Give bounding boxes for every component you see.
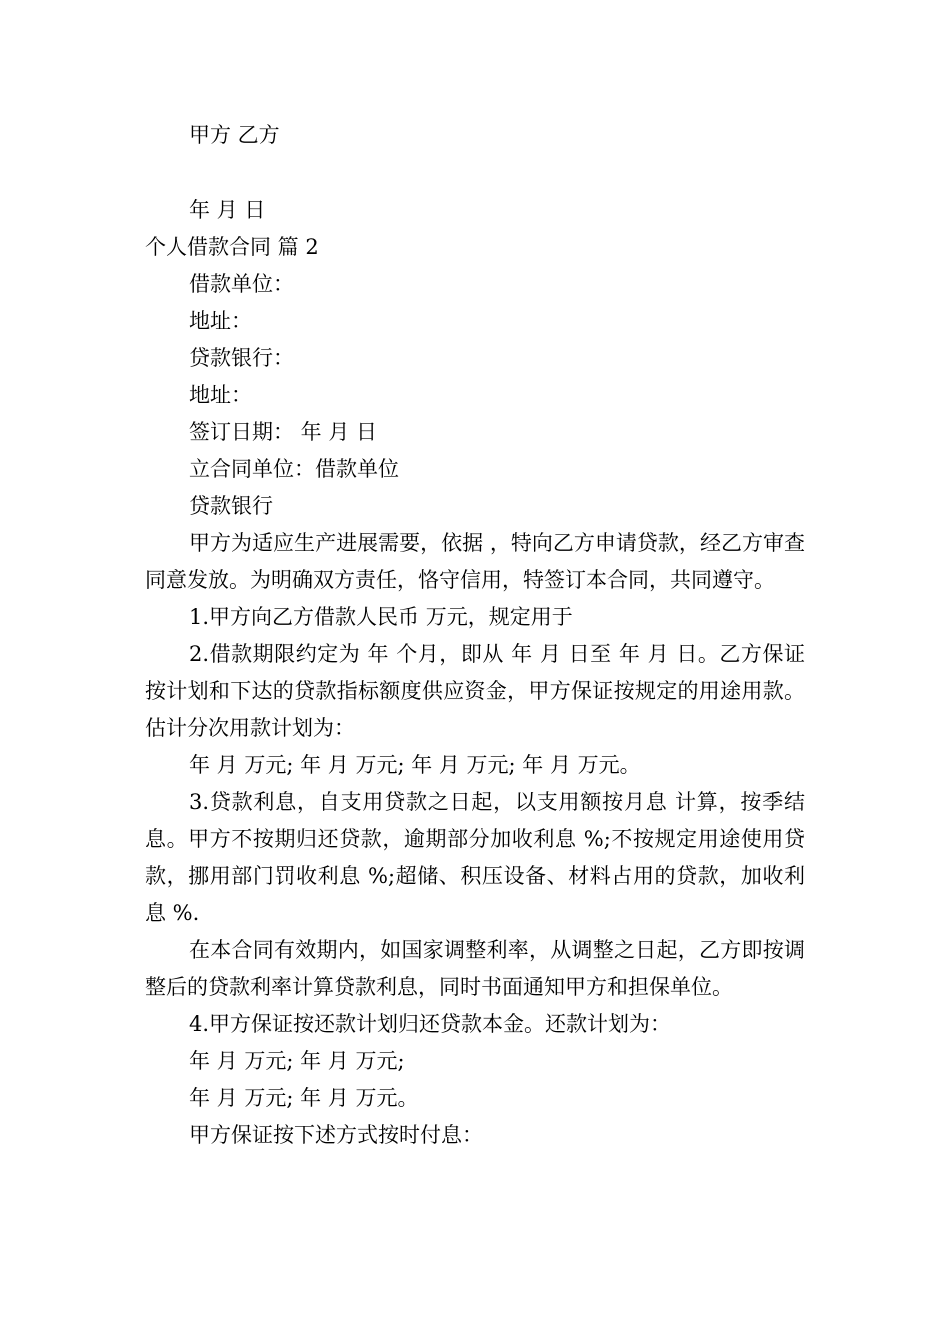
party-signature-line: 甲方 乙方 [189, 123, 280, 147]
lender-bank-field: 贷款银行： [189, 346, 294, 370]
rate-adjustment-paragraph: 在本合同有效期内，如国家调整利率，从调整之日起，乙方即按调整后的贷款利率计算贷款利息，同时书面通知甲方和担保单位。 [145, 938, 805, 999]
section-title: 个人借款合同 篇 2 [145, 235, 319, 259]
borrower-address-field: 地址： [189, 309, 252, 333]
clause-1: 1.甲方向乙方借款人民币 万元，规定用于 [189, 605, 573, 629]
preamble-paragraph: 甲方为适应生产进展需要，依据 ，特向乙方申请贷款，经乙方审查同意发放。为明确双方责任，恪守信用，特签订本合同，共同遵守。 [145, 531, 805, 592]
lender-address-field: 地址： [189, 383, 252, 407]
date-line: 年 月 日 [189, 198, 266, 222]
interest-payment-paragraph: 甲方保证按下述方式按时付息： [189, 1123, 483, 1147]
spacer [145, 154, 805, 192]
contracting-parties-bank: 贷款银行 [189, 494, 273, 518]
clause-4: 4.甲方保证按还款计划归还贷款本金。还款计划为： [189, 1012, 672, 1036]
document-body [145, 117, 805, 1154]
signing-date-field: 签订日期： 年 月 日 [189, 420, 378, 444]
repayment-schedule-1: 年 月 万元; 年 月 万元; [189, 1049, 405, 1073]
borrower-field: 借款单位： [189, 272, 294, 296]
clause-2: 2.借款期限约定为 年 个月，即从 年 月 日至 年 月 日。乙方保证按计划和下达的贷款指标额度供应资金，甲方保证按规定的用途用款。估计分次用款计划为： [145, 642, 805, 740]
clause-3: 3.贷款利息，自支用贷款之日起，以支用额按月息 计算，按季结息。甲方不按期归还贷款，逾期部分加收利息 %;不按规定用途使用贷款，挪用部门罚收利息 %;超储、积压设备、材料占用的贷款，加收利息 %. [145, 790, 805, 925]
drawdown-schedule: 年 月 万元; 年 月 万元; 年 月 万元; 年 月 万元。 [189, 753, 641, 777]
contracting-parties-field: 立合同单位：借款单位 [189, 457, 399, 481]
repayment-schedule-2: 年 月 万元; 年 月 万元。 [189, 1086, 419, 1110]
